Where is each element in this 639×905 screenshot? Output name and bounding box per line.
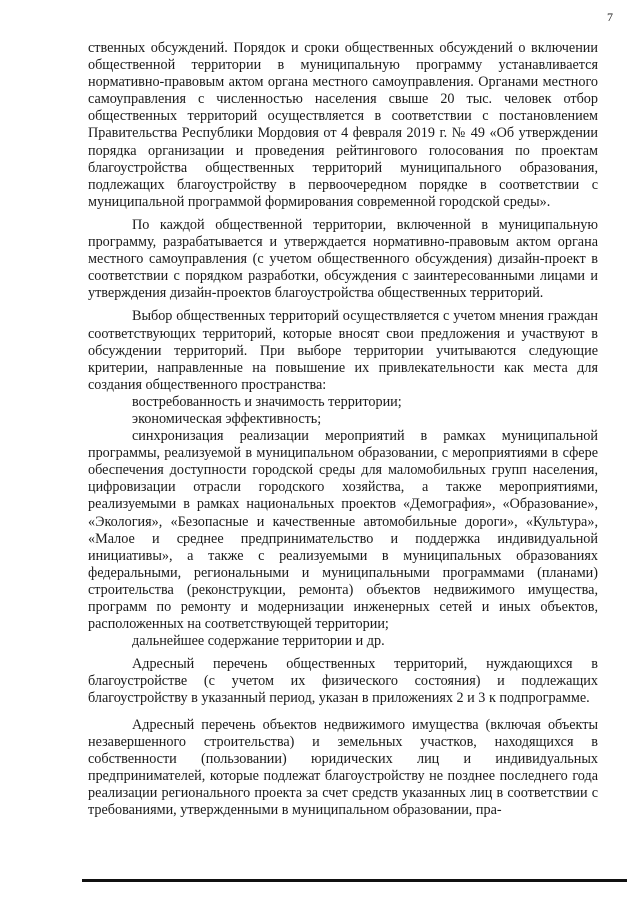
paragraph-3: Выбор общественных территорий осуществляется с учетом мнения граждан соответствующих территорий, которые вносят свои предложения и участвуют в обсуждении территорий. При выборе территории учитываются следующие критерии, направленные на повышение их привлекательности как места для создания общественного пространства: xyxy=(88,308,598,393)
paragraph-5: Адресный перечень объектов недвижимого имущества (включая объекты незавершенного строительства) и земельных участков, находящихся в собственности (пользовании) юридических лиц и индивидуальных предпринимателей, которые подлежат благоустройству не позднее последнего года реализации регионального проекта за счет средств указанных лиц в соответствии с требованиями, утвержденными в муниципальном образовании, пра- xyxy=(88,716,598,819)
criterion-1: востребованность и значимость территории; xyxy=(132,393,402,410)
paragraph-1: ственных обсуждений. Порядок и сроки общественных обсуждений о включении общественной территории в муниципальную программу устанавливается нормативно-правовым актом органа местного самоуправления. Органами местного самоуправления с численностью населения свыше 20 тыс. человек отбор общественных территорий осуществляется в соответствии с постановлением Правительства Республики Мордовия от 4 февраля 2019 г. № 49 «Об утверждении порядка организации и проведения рейтингового голосования по проектам благоустройства общественных территорий муниципального образования, подлежащих благоустройству в первоочередном порядке в соответствии с муниципальной программой формирования современной городской среды». xyxy=(88,40,598,210)
page-number: 7 xyxy=(607,10,613,24)
paragraph-2: По каждой общественной территории, включенной в муниципальную программу, разрабатывается и утверждается нормативно-правовым актом органа местного самоуправления (с учетом общественного обсуждения) дизайн-проект в соответствии с порядком разработки, обсуждения с заинтересованными лицами и утверждения дизайн-проектов благоустройства общественных территорий. xyxy=(88,216,598,302)
criterion-2: экономическая эффективность; xyxy=(132,410,322,427)
bottom-rule xyxy=(82,879,627,882)
criterion-3: синхронизация реализации мероприятий в рамках муниципальной программы, реализуемой в муниципальном образовании, с мероприятиями в сфере обеспечения доступности городской среды для маломобильных групп населения, цифровизации отрасли городского хозяйства, а также мероприятиями, реализуемыми в рамках национальных проектов «Демография», «Образование», «Экология», «Безопасные и качественные автомобильные дороги», «Культура», «Малое и среднее предпринимательство и поддержка индивидуальной инициативы», а также с реализуемыми в муниципальных образованиях федеральными, региональными и муниципальными программами (планами) строительства (реконструкции, ремонта) объектов недвижимого имущества, программ по ремонту и модернизации инженерных сетей и иных объектов, расположенных на соответствующей территории; xyxy=(88,428,598,633)
criterion-4: дальнейшее содержание территории и др. xyxy=(132,633,385,650)
paragraph-4: Адресный перечень общественных территорий, нуждающихся в благоустройстве (с учетом их физического состояния) и подлежащих благоустройству в указанный период, указан в приложениях 2 и 3 к подпрограмме. xyxy=(88,656,598,707)
document-body xyxy=(88,40,598,819)
